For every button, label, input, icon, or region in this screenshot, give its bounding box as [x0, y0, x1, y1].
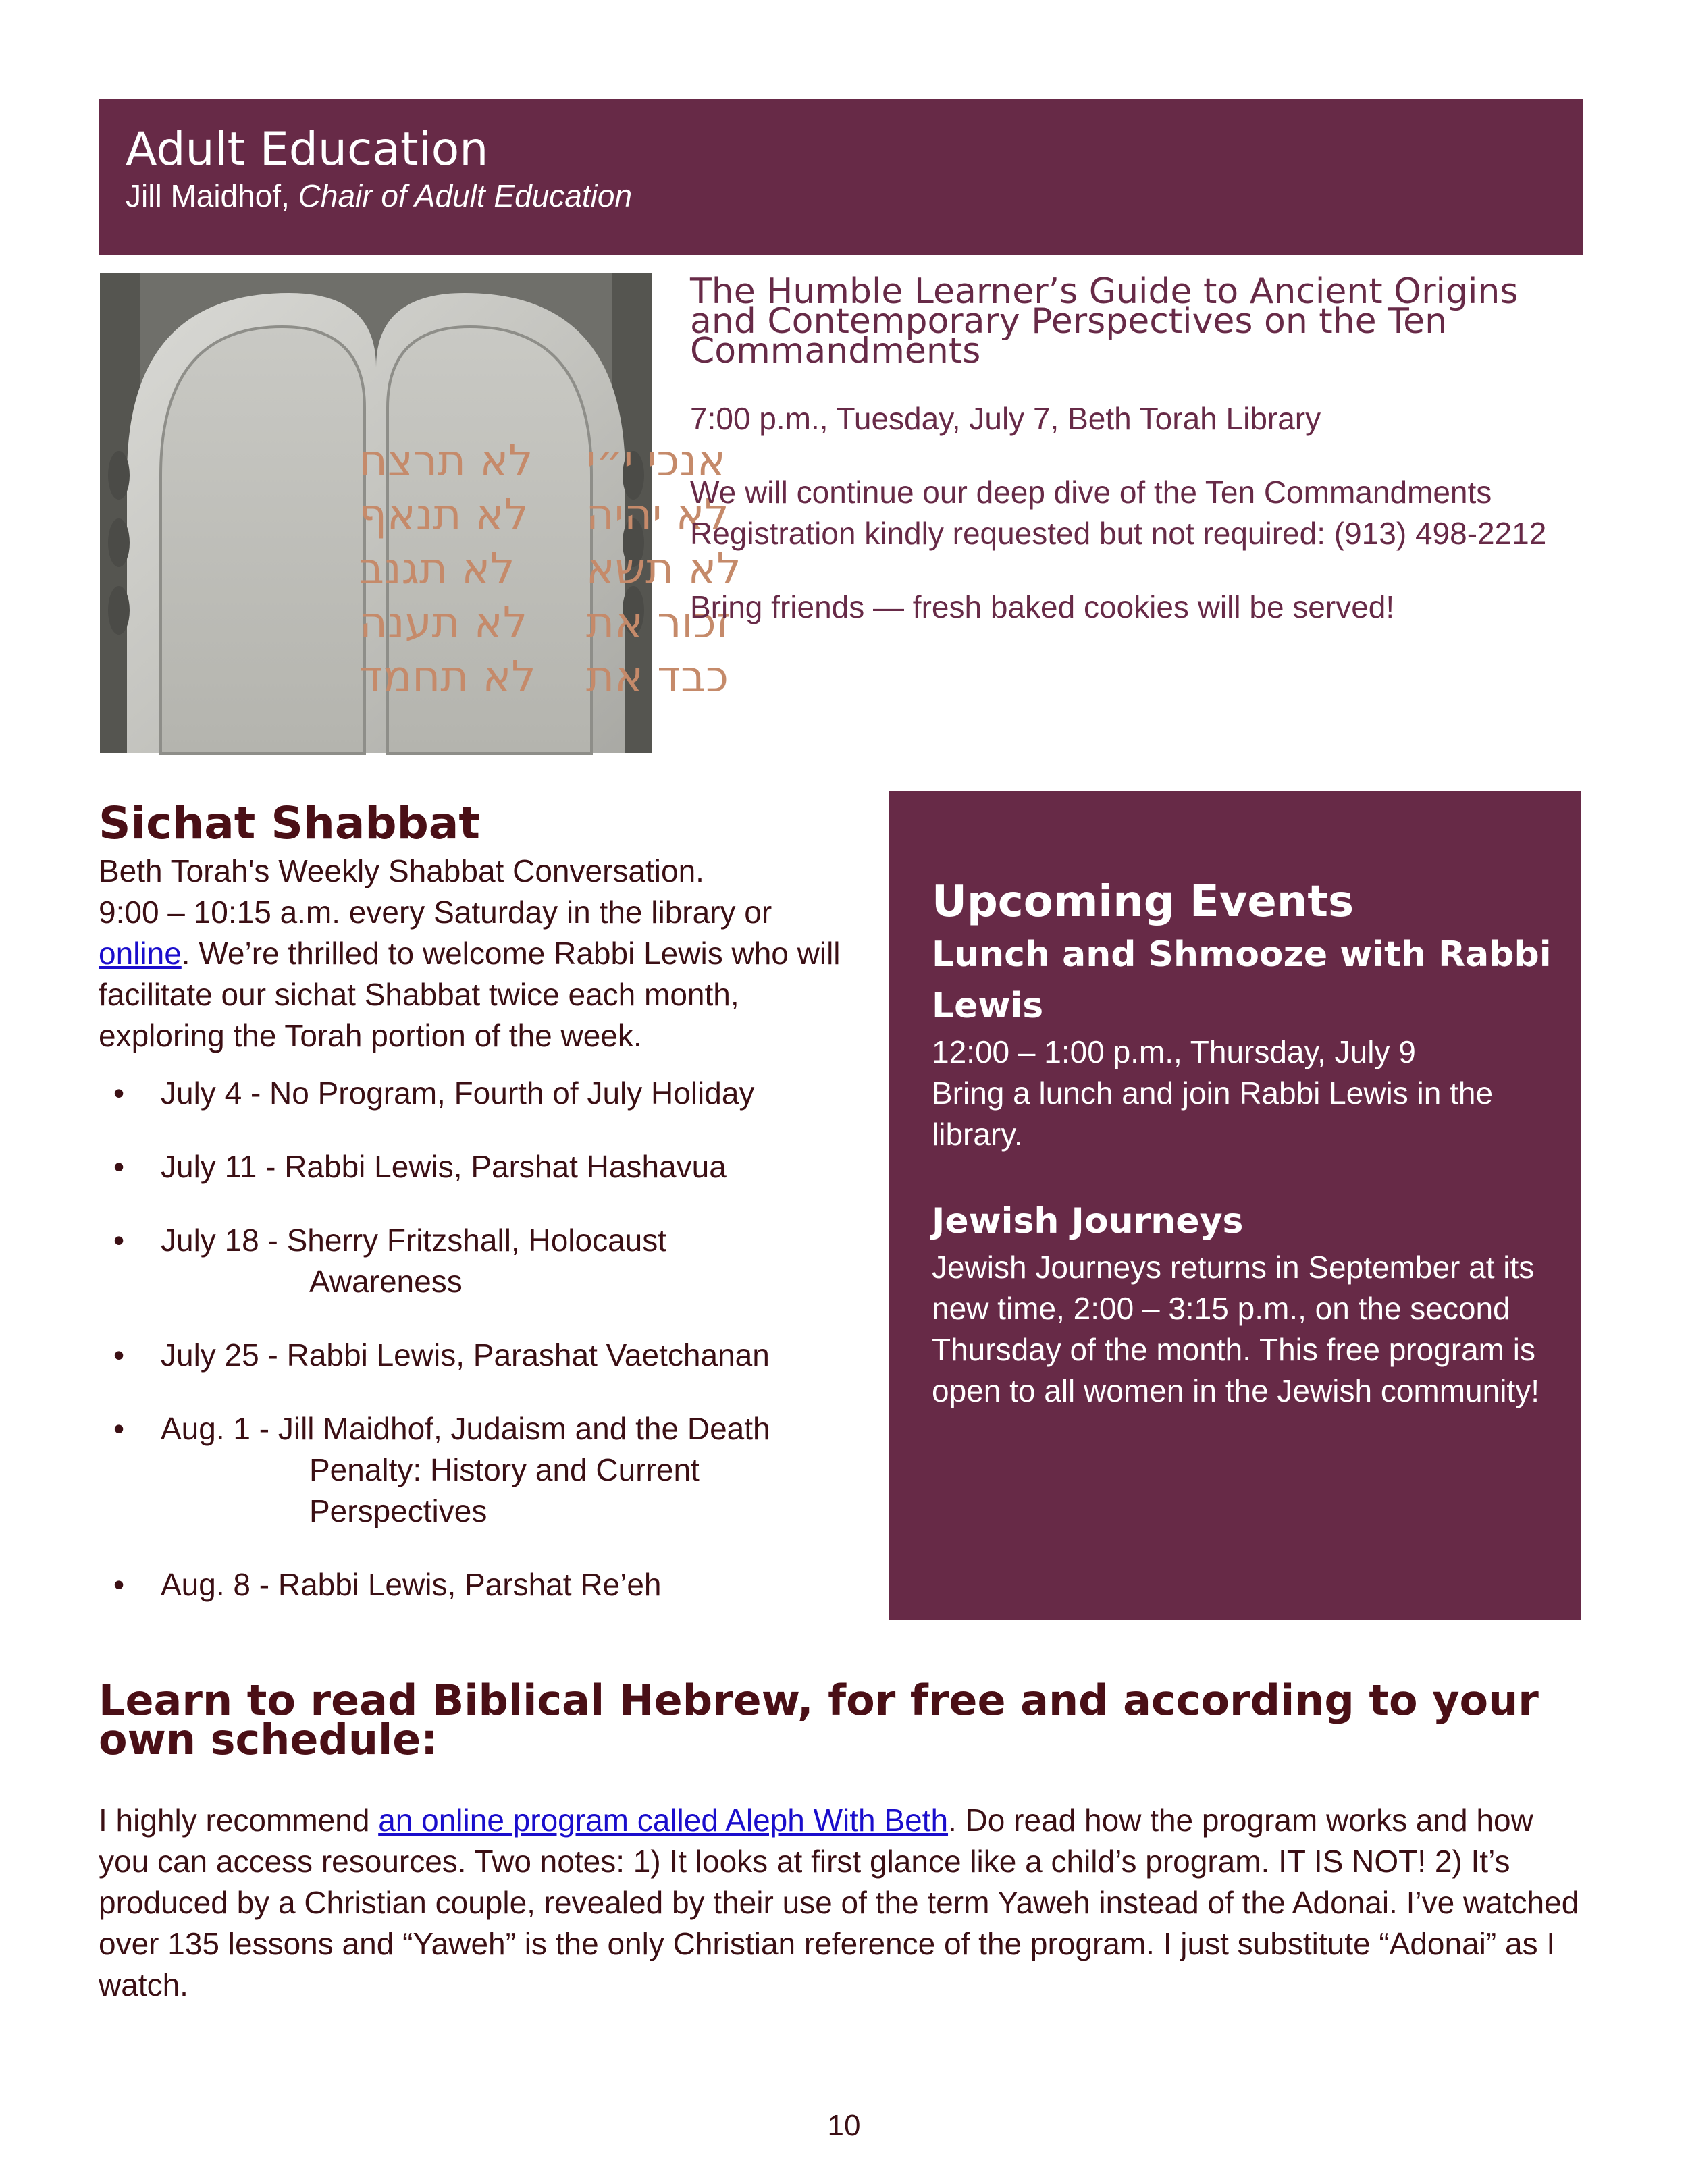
bullet: • — [113, 1567, 125, 1602]
page-title: Adult Education — [126, 123, 489, 176]
session-text: Aug. 8 - Rabbi Lewis, Parshat Re’eh — [161, 1567, 662, 1602]
left-tablet-line: לא תנאף — [359, 490, 529, 540]
list-item — [99, 1220, 862, 1302]
chair-name: Jill Maidhof, — [126, 178, 290, 213]
biblical-hebrew-section — [99, 1676, 1584, 2006]
left-tablet-line: לא תגנב — [359, 544, 515, 594]
upcoming-events-box — [889, 791, 1581, 1620]
header-banner — [99, 99, 1583, 255]
chair-role: Chair of Adult Education — [298, 178, 633, 213]
journeys-title: Jewish Journeys — [932, 1201, 1244, 1242]
right-tablet-line: אנכי י״י — [586, 436, 726, 486]
sichat-heading: Sichat Shabbat — [99, 797, 480, 849]
right-tablet-line: לא יהיה — [586, 490, 729, 540]
chair-line — [126, 177, 1583, 215]
bullet: • — [113, 1149, 125, 1184]
left-tablet-line: לא תחמד — [359, 652, 536, 702]
right-tablet-line: לא תשא — [586, 544, 741, 594]
humble-learner-section — [690, 271, 1568, 660]
bullet: • — [113, 1223, 125, 1258]
session-text: July 25 - Rabbi Lewis, Parashat Vaetchanan — [161, 1337, 770, 1373]
events-heading: Upcoming Events — [932, 877, 1354, 927]
lunch-title: Lunch and Shmooze with Rabbi Lewis — [932, 934, 1552, 1026]
online-link[interactable]: online — [99, 936, 182, 971]
session-text-continued: Penalty: History and Current Perspectives — [309, 1452, 700, 1528]
session-text-continued: Awareness — [309, 1264, 463, 1299]
hebrew-pre: I highly recommend — [99, 1803, 379, 1838]
session-text: July 11 - Rabbi Lewis, Parshat Hashavua — [161, 1149, 727, 1184]
hebrew-paragraph — [99, 1800, 1584, 2006]
lunch-description: Bring a lunch and join Rabbi Lewis in the library. — [932, 1075, 1494, 1152]
hebrew-post: . Do read how the program works and how you can access resources. Two notes: 1) It looks at first glance like a child’s program. IT IS NOT! 2) It’s produced by a Christian couple, revealed by their use of the term Yaweh instead of the Adonai. I’ve watched over 135 lessons and “Yaweh” is the only Christian reference of the program. I just substitute “Adonai” as I watch. — [99, 1803, 1579, 2002]
humble-learner-description: We will continue our deep dive of the Ten Commandments Registration kindly requested but not required: (913) 498-2212 — [690, 475, 1547, 551]
list-item — [99, 1335, 862, 1376]
lunch-time: 12:00 – 1:00 p.m., Thursday, July 9 — [932, 1034, 1416, 1069]
session-text: July 18 - Sherry Fritzshall, Holocaust — [161, 1223, 667, 1258]
sichat-line-2: 9:00 – 10:15 a.m. every Saturday in the library or — [99, 895, 772, 930]
list-item — [99, 1564, 862, 1605]
right-tablet-line: כבד את — [586, 652, 729, 702]
humble-learner-title: The Humble Learner’s Guide to Ancient Origins and Contemporary Perspectives on the Ten Commandments — [690, 271, 1519, 371]
sichat-line-1: Beth Torah's Weekly Shabbat Conversation. — [99, 853, 704, 888]
left-tablet-line: לא תרצח — [359, 436, 533, 486]
page-number: 10 — [827, 2109, 861, 2142]
list-item — [99, 1073, 862, 1114]
bullet: • — [113, 1075, 125, 1111]
humble-learner-time: 7:00 p.m., Tuesday, July 7, Beth Torah Library — [690, 401, 1321, 436]
ten-commandments-image — [100, 273, 741, 753]
session-text: July 4 - No Program, Fourth of July Holiday — [161, 1075, 755, 1111]
list-item — [99, 1408, 862, 1532]
aleph-with-beth-link[interactable]: an online program called Aleph With Beth — [378, 1803, 949, 1838]
sichat-intro — [99, 851, 862, 1057]
bullet: • — [113, 1337, 125, 1373]
humble-learner-note: Bring friends — fresh baked cookies will be served! — [690, 589, 1395, 624]
sichat-schedule — [99, 1073, 862, 1605]
hebrew-heading: Learn to read Biblical Hebrew, for free and according to your own schedule: — [99, 1676, 1539, 1764]
sichat-shabbat-section — [99, 797, 862, 1638]
spacer — [932, 1155, 1554, 1196]
journeys-description: Jewish Journeys returns in September at its new time, 2:00 – 3:15 p.m., on the second Thursday of the month. This free program is open to all women in the Jewish community! — [932, 1250, 1539, 1408]
sichat-line-3: . We’re thrilled to welcome Rabbi Lewis who will facilitate our sichat Shabbat twice each month, exploring the Torah portion of the week. — [99, 936, 841, 1053]
bullet: • — [113, 1411, 125, 1446]
list-item — [99, 1146, 862, 1188]
right-tablet-line: זכור את — [586, 598, 731, 648]
session-text: Aug. 1 - Jill Maidhof, Judaism and the Death — [161, 1411, 770, 1446]
left-tablet-line: לא תענה — [359, 598, 528, 648]
